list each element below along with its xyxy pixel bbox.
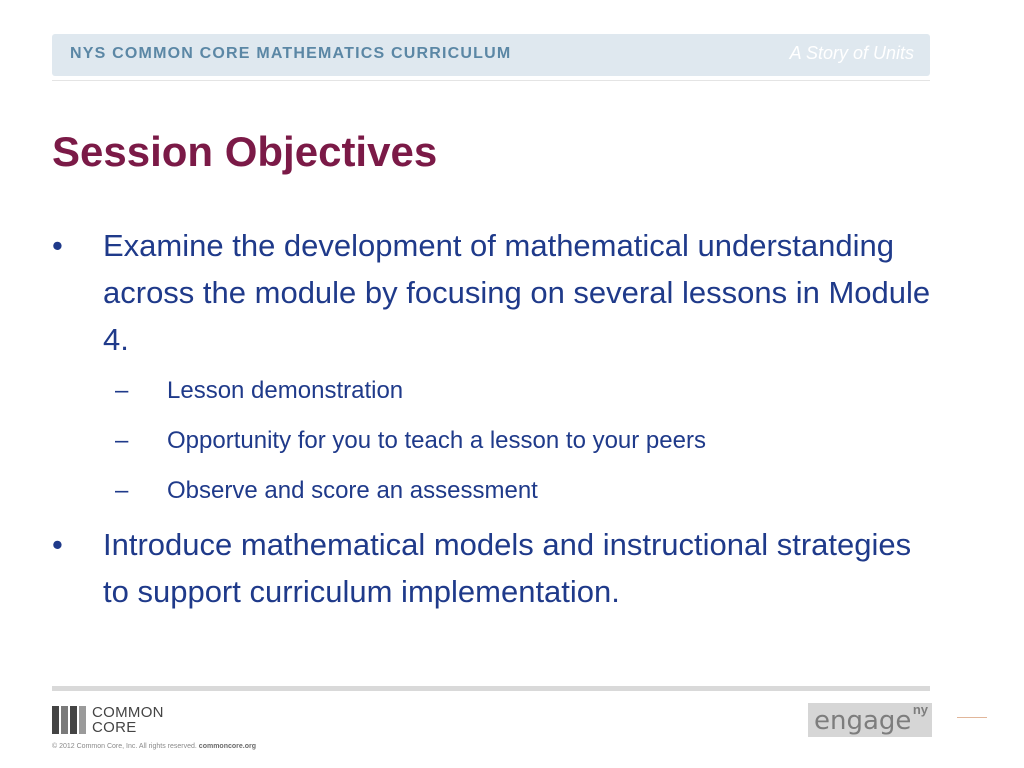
bullet-icon: • xyxy=(52,228,63,263)
engageny-logo xyxy=(808,703,932,737)
common-core-bars-icon xyxy=(52,706,86,734)
sub-list xyxy=(52,375,932,507)
objective-text: Introduce mathematical models and instructional strategies to support curriculum implementation. xyxy=(103,527,912,609)
sub-list-item xyxy=(52,425,932,457)
sub-item-text: Observe and score an assessment xyxy=(167,477,538,504)
corner-accent-line xyxy=(957,717,987,718)
sub-list-item xyxy=(52,375,932,407)
engage-superscript: ny xyxy=(912,702,928,717)
dash-icon: – xyxy=(115,427,129,454)
logo-line-1: COMMON xyxy=(92,704,164,721)
bullet-icon: • xyxy=(52,527,63,562)
copyright-text: © 2012 Common Core, Inc. All rights reserved. xyxy=(52,743,197,750)
header-divider xyxy=(52,80,930,81)
engage-wordmark: engage xyxy=(814,706,912,736)
curriculum-label: NYS COMMON CORE MATHEMATICS CURRICULUM xyxy=(70,45,512,62)
list-item xyxy=(52,222,932,363)
story-label: A Story of Units xyxy=(789,43,914,63)
slide-title: Session Objectives xyxy=(52,128,438,175)
dash-icon: – xyxy=(115,477,129,504)
header-bar xyxy=(52,34,930,76)
objective-text: Examine the development of mathematical understanding across the module by focusing on several lessons in Module 4. xyxy=(103,228,931,357)
website-link[interactable]: commoncore.org xyxy=(198,743,256,750)
sub-item-text: Opportunity for you to teach a lesson to your peers xyxy=(167,427,706,454)
dash-icon: – xyxy=(115,377,129,404)
sub-list-item xyxy=(52,475,932,507)
common-core-logo xyxy=(52,704,164,736)
sub-item-text: Lesson demonstration xyxy=(167,377,404,404)
copyright-notice xyxy=(52,743,256,750)
list-item xyxy=(52,521,932,615)
footer-divider xyxy=(52,686,930,691)
common-core-wordmark xyxy=(92,705,164,735)
objectives-list xyxy=(52,222,932,621)
logo-line-2: CORE xyxy=(92,719,137,736)
